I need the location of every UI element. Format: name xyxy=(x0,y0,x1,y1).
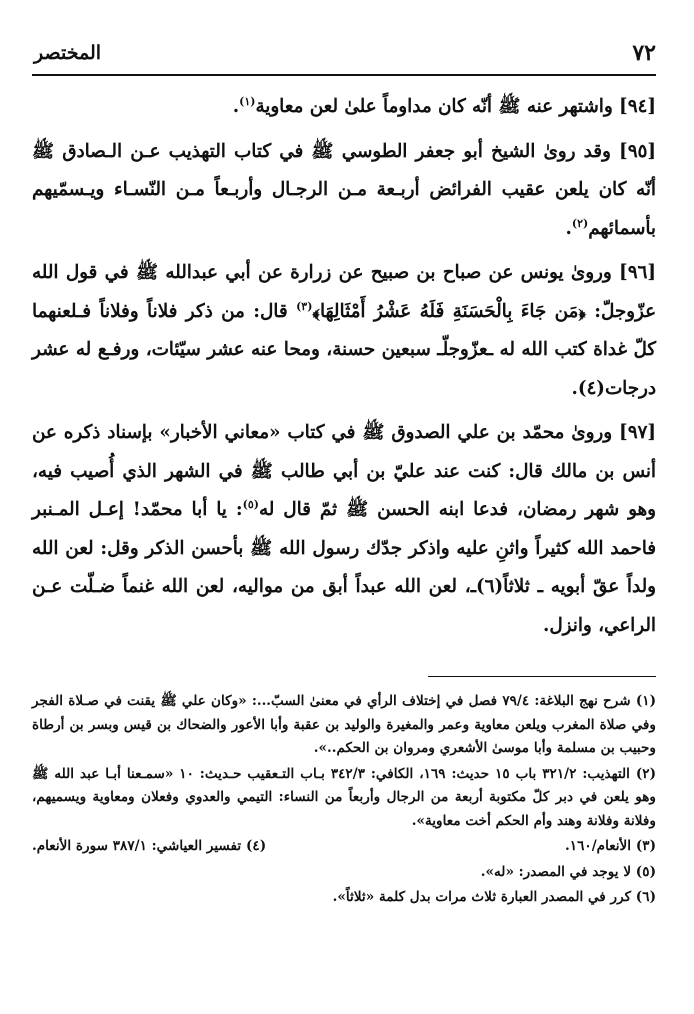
paragraph-text: واشتهر عنه ﷺ أنّه كان مداوماً علىٰ لعن معاوية xyxy=(255,96,613,117)
footnotes xyxy=(32,690,656,912)
paragraph-number: [٩٥] xyxy=(619,140,656,162)
paragraph-94 xyxy=(32,88,656,127)
footnote-separator xyxy=(428,676,656,677)
paragraph-tail: : يا أبا محمّد! إعـل المـنبر فاحمد الله كثيراً واثنِ عليه واذكر جدّك رسول الله ﷺ بأحسن الذكر وقل: لعن الله ولداً عقّ أبويه ـ ثلاثاً(٦)ـ، لعن الله عبداً أبق من مواليه، لعن الله غنماً ضـلّت عـن الراعي، وانزل. xyxy=(32,499,656,636)
paragraph-number: [٩٦] xyxy=(619,262,656,283)
paragraph-number: [٩٧] xyxy=(619,422,656,443)
paragraph-tail: قال: من ذكر فلاناً وفلاناً فـلعنهما كلّ غداة كتب الله له ـعزّوجلّـ سبعين حسنة، ومحا عنه عشر سيّئات، ورفـع له عشر درجات(٤). xyxy=(32,300,656,399)
footnote-2: (٢) التهذيب: ٣٢١/٢ باب ١٥ حديث: ١٦٩، الكافي: ٣٤٢/٣ بـاب التـعقيب حـديث: ١٠ «سمـعنا أبـا عبد الله ﷺ وهو يلعن في دبر كلّ مكتوبة أربعة من الرجال وأربعاً من النساء: التيمي والعدوي وفعلان ومعاوية ويسميهم، وفلانة وفلانة وهند وأم الحكم أخت معاوية». xyxy=(32,765,657,829)
paragraph-text: وقد روىٰ الشيخ أبو جعفر الطوسي ﷺ في كتاب التهذيب عـن الـصادق ﷺ أنّه كان يلعن عقيب الفرائض أربـعة مـن الرجـال وأربـعاً مـن النّسـاء ويـسمّيهم بأسمائهم xyxy=(32,140,656,239)
page-header xyxy=(34,40,656,70)
paragraph-text: ورویٰ یونس عن صباح بن صبیح عن زرارة عن أبي عبدالله ﷺ في قول الله عزّوجلّ: ﴿مَن جَاءَ بِالْحَسَنَةِ فَلَهُ عَشْرُ أَمْثَالِهَا﴾ xyxy=(32,262,657,322)
main-text xyxy=(32,88,656,651)
paragraph-tail: . xyxy=(565,217,572,239)
footnote-5: (٥) لا يوجد في المصدر: «له». xyxy=(480,863,656,880)
paragraph-96 xyxy=(32,254,656,408)
footnote-ref: (١) xyxy=(239,94,256,108)
paragraph-number: [٩٤] xyxy=(619,96,656,117)
footnote-4: (٤) تفسير العياشي: ٣٨٧/١ سورة الأنعام. xyxy=(32,838,267,854)
footnote-3: (٣) الأنعام/١٦٠. xyxy=(565,838,656,854)
footnote-ref: (٣) xyxy=(296,299,313,313)
running-title: المختصر xyxy=(34,42,102,64)
footnote-6: (٦) كرر في المصدر العبارة ثلاث مرات بدل كلمة «ثلاثاً». xyxy=(332,889,656,905)
footnote-1: (١) شرح نهج البلاغة: ٧٩/٤ فصل في إختلاف الرأي في معنىٰ السبّ...: «وكان علي ﷺ يقنت في صـلاة الفجر وفي صلاة المغرب ويلعن معاوية وعمر والمغيرة والوليد بن عقبة وأبا الأعور والضحاك بن قيس وبسر بن أرطاة وحبيب بن مسلمة وأبا موسىٰ الأشعري ومروان بن الحكم..». xyxy=(32,693,656,756)
footnote-ref: (٢) xyxy=(571,216,589,230)
header-rule xyxy=(32,74,656,76)
paragraph-tail: . xyxy=(232,96,240,117)
paragraph-text: وروىٰ محمّد بن علي الصدوق ﷺ في كتاب «معاني الأخبار» بإسناد ذكره عن أنس بن مالك قال: كنت عند عليّ بن أبي طالب ﷺ في الشهر الذي أُصيب فيه، وهو شهر رمضان، فدعا ابنه الحسن ﷺ ثمّ قال له xyxy=(32,422,656,520)
footnote-3-4-row xyxy=(32,835,656,859)
paragraph-95 xyxy=(32,133,656,249)
page-number: ٧٢ xyxy=(632,40,656,66)
footnote-ref: (٥) xyxy=(242,497,259,511)
paragraph-97 xyxy=(32,414,656,645)
